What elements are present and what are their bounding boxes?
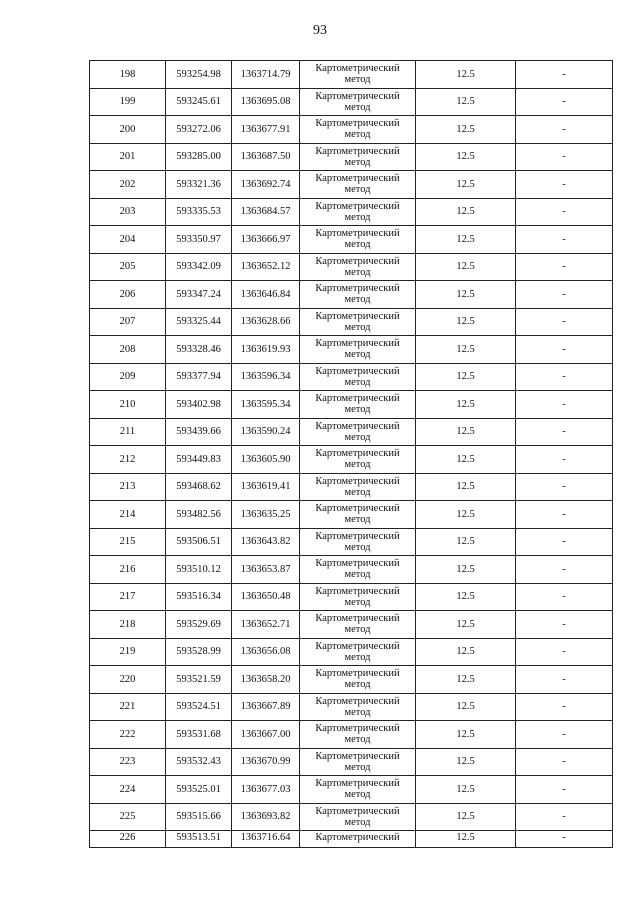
- page-number: 93: [313, 23, 327, 38]
- coordinates-table-body: [90, 61, 613, 848]
- point-number-cell: 201: [90, 143, 166, 171]
- point-number-cell: 212: [90, 446, 166, 474]
- y-coordinate-cell: 1363652.12: [232, 253, 300, 281]
- y-coordinate-cell: 1363619.93: [232, 336, 300, 364]
- x-coordinate-cell: 593482.56: [166, 501, 232, 529]
- x-coordinate-cell: 593515.66: [166, 803, 232, 831]
- y-coordinate-cell: 1363658.20: [232, 666, 300, 694]
- accuracy-cell: 12.5: [416, 831, 516, 848]
- accuracy-cell: 12.5: [416, 721, 516, 749]
- y-coordinate-cell: 1363714.79: [232, 61, 300, 89]
- accuracy-cell: 12.5: [416, 473, 516, 501]
- table-row: [90, 748, 613, 776]
- point-number-cell: 221: [90, 693, 166, 721]
- accuracy-cell: 12.5: [416, 611, 516, 639]
- method-line-2: метод: [344, 431, 371, 443]
- method-line-1: Картометрический: [315, 558, 400, 570]
- x-coordinate-cell: 593285.00: [166, 143, 232, 171]
- point-number-cell: 204: [90, 226, 166, 254]
- table-row: [90, 253, 613, 281]
- method-line-1: Картометрический: [315, 695, 400, 707]
- method-line-1: Картометрический: [315, 283, 400, 295]
- method-line-1: Картометрический: [315, 145, 400, 157]
- method-line-1: Картометрический: [315, 585, 400, 597]
- point-number-cell: 223: [90, 748, 166, 776]
- method-cell: [300, 418, 416, 446]
- method-line-1: Картометрический: [315, 173, 400, 185]
- method-line-1: Картометрический: [315, 530, 400, 542]
- y-coordinate-cell: 1363667.89: [232, 693, 300, 721]
- accuracy-cell: 12.5: [416, 446, 516, 474]
- y-coordinate-cell: 1363590.24: [232, 418, 300, 446]
- note-cell: -: [516, 88, 613, 116]
- x-coordinate-cell: 593525.01: [166, 776, 232, 804]
- table-row: [90, 721, 613, 749]
- method-line-2: метод: [344, 706, 371, 718]
- x-coordinate-cell: 593254.98: [166, 61, 232, 89]
- x-coordinate-cell: 593516.34: [166, 583, 232, 611]
- method-cell: [300, 88, 416, 116]
- point-number-cell: 218: [90, 611, 166, 639]
- note-cell: -: [516, 281, 613, 309]
- x-coordinate-cell: 593439.66: [166, 418, 232, 446]
- point-number-cell: 222: [90, 721, 166, 749]
- table-row: [90, 171, 613, 199]
- y-coordinate-cell: 1363656.08: [232, 638, 300, 666]
- note-cell: -: [516, 446, 613, 474]
- method-cell: [300, 253, 416, 281]
- table-row: [90, 528, 613, 556]
- method-cell: [300, 391, 416, 419]
- method-line-1: Картометрический: [315, 832, 400, 843]
- point-number-cell: 209: [90, 363, 166, 391]
- accuracy-cell: 12.5: [416, 776, 516, 804]
- accuracy-cell: 12.5: [416, 418, 516, 446]
- note-cell: -: [516, 611, 613, 639]
- note-cell: -: [516, 666, 613, 694]
- note-cell: -: [516, 171, 613, 199]
- point-number-cell: 203: [90, 198, 166, 226]
- y-coordinate-cell: 1363619.41: [232, 473, 300, 501]
- note-cell: -: [516, 308, 613, 336]
- x-coordinate-cell: 593449.83: [166, 446, 232, 474]
- method-line-2: метод: [344, 294, 371, 306]
- method-line-2: метод: [344, 761, 371, 773]
- x-coordinate-cell: 593335.53: [166, 198, 232, 226]
- x-coordinate-cell: 593468.62: [166, 473, 232, 501]
- method-line-1: Картометрический: [315, 200, 400, 212]
- y-coordinate-cell: 1363693.82: [232, 803, 300, 831]
- method-cell: [300, 666, 416, 694]
- point-number-cell: 200: [90, 116, 166, 144]
- accuracy-cell: 12.5: [416, 528, 516, 556]
- accuracy-cell: 12.5: [416, 226, 516, 254]
- point-number-cell: 202: [90, 171, 166, 199]
- y-coordinate-cell: 1363695.08: [232, 88, 300, 116]
- method-cell: [300, 226, 416, 254]
- table-row: [90, 198, 613, 226]
- method-line-2: метод: [344, 321, 371, 333]
- method-line-1: Картометрический: [315, 338, 400, 350]
- note-cell: -: [516, 638, 613, 666]
- table-row: [90, 611, 613, 639]
- point-number-cell: 211: [90, 418, 166, 446]
- point-number-cell: 214: [90, 501, 166, 529]
- method-line-1: Картометрический: [315, 63, 400, 75]
- method-line-2: метод: [344, 459, 371, 471]
- table-row: [90, 226, 613, 254]
- y-coordinate-cell: 1363646.84: [232, 281, 300, 309]
- x-coordinate-cell: 593531.68: [166, 721, 232, 749]
- method-line-2: метод: [344, 74, 371, 86]
- note-cell: -: [516, 473, 613, 501]
- accuracy-cell: 12.5: [416, 363, 516, 391]
- table-row: [90, 473, 613, 501]
- y-coordinate-cell: 1363652.71: [232, 611, 300, 639]
- accuracy-cell: 12.5: [416, 88, 516, 116]
- x-coordinate-cell: 593402.98: [166, 391, 232, 419]
- accuracy-cell: 12.5: [416, 171, 516, 199]
- note-cell: -: [516, 528, 613, 556]
- method-line-2: метод: [344, 651, 371, 663]
- table-row: [90, 583, 613, 611]
- method-cell: [300, 528, 416, 556]
- point-number-cell: 216: [90, 556, 166, 584]
- point-number-cell: 205: [90, 253, 166, 281]
- method-cell: [300, 583, 416, 611]
- method-line-2: метод: [344, 404, 371, 416]
- method-cell: [300, 308, 416, 336]
- note-cell: -: [516, 776, 613, 804]
- accuracy-cell: 12.5: [416, 281, 516, 309]
- table-row: [90, 556, 613, 584]
- x-coordinate-cell: 593347.24: [166, 281, 232, 309]
- y-coordinate-cell: 1363716.64: [232, 831, 300, 848]
- accuracy-cell: 12.5: [416, 666, 516, 694]
- x-coordinate-cell: 593506.51: [166, 528, 232, 556]
- table-row: [90, 391, 613, 419]
- x-coordinate-cell: 593321.36: [166, 171, 232, 199]
- method-line-2: метод: [344, 789, 371, 801]
- method-line-1: Картометрический: [315, 640, 400, 652]
- accuracy-cell: 12.5: [416, 748, 516, 776]
- note-cell: -: [516, 501, 613, 529]
- point-number-cell: 198: [90, 61, 166, 89]
- method-cell: [300, 721, 416, 749]
- accuracy-cell: 12.5: [416, 308, 516, 336]
- accuracy-cell: 12.5: [416, 583, 516, 611]
- table-row: [90, 116, 613, 144]
- table-row: [90, 418, 613, 446]
- point-number-cell: 220: [90, 666, 166, 694]
- note-cell: -: [516, 721, 613, 749]
- method-cell: [300, 61, 416, 89]
- method-line-2: метод: [344, 679, 371, 691]
- note-cell: -: [516, 143, 613, 171]
- method-cell: [300, 336, 416, 364]
- x-coordinate-cell: 593325.44: [166, 308, 232, 336]
- method-line-1: Картометрический: [315, 118, 400, 130]
- method-line-2: метод: [344, 816, 371, 828]
- y-coordinate-cell: 1363643.82: [232, 528, 300, 556]
- note-cell: -: [516, 226, 613, 254]
- method-cell: [300, 143, 416, 171]
- y-coordinate-cell: 1363596.34: [232, 363, 300, 391]
- y-coordinate-cell: 1363692.74: [232, 171, 300, 199]
- method-cell: [300, 638, 416, 666]
- note-cell: -: [516, 116, 613, 144]
- method-line-2: метод: [344, 129, 371, 141]
- table-row: [90, 831, 613, 848]
- table-row: [90, 363, 613, 391]
- method-line-1: Картометрический: [315, 365, 400, 377]
- x-coordinate-cell: 593350.97: [166, 226, 232, 254]
- note-cell: -: [516, 583, 613, 611]
- point-number-cell: 206: [90, 281, 166, 309]
- method-cell: [300, 776, 416, 804]
- y-coordinate-cell: 1363667.00: [232, 721, 300, 749]
- method-cell: [300, 501, 416, 529]
- method-line-1: Картометрический: [315, 613, 400, 625]
- method-line-2: метод: [344, 486, 371, 498]
- method-line-1: Картометрический: [315, 778, 400, 790]
- point-number-cell: 207: [90, 308, 166, 336]
- point-number-cell: 213: [90, 473, 166, 501]
- method-line-1: Картометрический: [315, 90, 400, 102]
- method-line-2: метод: [344, 184, 371, 196]
- x-coordinate-cell: 593328.46: [166, 336, 232, 364]
- accuracy-cell: 12.5: [416, 253, 516, 281]
- accuracy-cell: 12.5: [416, 143, 516, 171]
- method-line-2: метод: [344, 734, 371, 746]
- x-coordinate-cell: 593524.51: [166, 693, 232, 721]
- y-coordinate-cell: 1363628.66: [232, 308, 300, 336]
- method-line-1: Картометрический: [315, 805, 400, 817]
- note-cell: -: [516, 418, 613, 446]
- y-coordinate-cell: 1363677.03: [232, 776, 300, 804]
- method-cell: [300, 831, 416, 848]
- accuracy-cell: 12.5: [416, 556, 516, 584]
- method-line-2: метод: [344, 376, 371, 388]
- table-row: [90, 638, 613, 666]
- method-line-2: метод: [344, 624, 371, 636]
- method-line-2: метод: [344, 156, 371, 168]
- note-cell: -: [516, 198, 613, 226]
- table-row: [90, 501, 613, 529]
- method-cell: [300, 446, 416, 474]
- note-cell: -: [516, 748, 613, 776]
- x-coordinate-cell: 593272.06: [166, 116, 232, 144]
- table-row: [90, 693, 613, 721]
- y-coordinate-cell: 1363677.91: [232, 116, 300, 144]
- table-row: [90, 776, 613, 804]
- x-coordinate-cell: 593521.59: [166, 666, 232, 694]
- table-row: [90, 143, 613, 171]
- table-row: [90, 88, 613, 116]
- method-cell: [300, 116, 416, 144]
- method-line-1: Картометрический: [315, 750, 400, 762]
- accuracy-cell: 12.5: [416, 501, 516, 529]
- note-cell: -: [516, 803, 613, 831]
- point-number-cell: 210: [90, 391, 166, 419]
- note-cell: -: [516, 363, 613, 391]
- method-line-1: Картометрический: [315, 310, 400, 322]
- table-row: [90, 803, 613, 831]
- accuracy-cell: 12.5: [416, 803, 516, 831]
- method-line-1: Картометрический: [315, 448, 400, 460]
- table-row: [90, 446, 613, 474]
- method-line-1: Картометрический: [315, 503, 400, 515]
- y-coordinate-cell: 1363653.87: [232, 556, 300, 584]
- point-number-cell: 199: [90, 88, 166, 116]
- note-cell: -: [516, 556, 613, 584]
- method-line-1: Картометрический: [315, 228, 400, 240]
- method-cell: [300, 171, 416, 199]
- table-row: [90, 666, 613, 694]
- method-cell: [300, 363, 416, 391]
- table-row: [90, 336, 613, 364]
- method-cell: [300, 198, 416, 226]
- x-coordinate-cell: 593342.09: [166, 253, 232, 281]
- table-row: [90, 308, 613, 336]
- y-coordinate-cell: 1363687.50: [232, 143, 300, 171]
- method-cell: [300, 556, 416, 584]
- accuracy-cell: 12.5: [416, 198, 516, 226]
- method-line-1: Картометрический: [315, 475, 400, 487]
- table-row: [90, 281, 613, 309]
- x-coordinate-cell: 593513.51: [166, 831, 232, 848]
- method-line-1: Картометрический: [315, 668, 400, 680]
- method-line-2: метод: [344, 541, 371, 553]
- note-cell: -: [516, 336, 613, 364]
- method-line-2: метод: [344, 266, 371, 278]
- method-cell: [300, 281, 416, 309]
- point-number-cell: 226: [90, 831, 166, 848]
- accuracy-cell: 12.5: [416, 61, 516, 89]
- y-coordinate-cell: 1363666.97: [232, 226, 300, 254]
- accuracy-cell: 12.5: [416, 638, 516, 666]
- method-cell: [300, 473, 416, 501]
- y-coordinate-cell: 1363670.99: [232, 748, 300, 776]
- x-coordinate-cell: 593377.94: [166, 363, 232, 391]
- point-number-cell: 215: [90, 528, 166, 556]
- note-cell: -: [516, 831, 613, 848]
- method-line-2: метод: [344, 349, 371, 361]
- accuracy-cell: 12.5: [416, 336, 516, 364]
- method-cell: [300, 693, 416, 721]
- y-coordinate-cell: 1363635.25: [232, 501, 300, 529]
- y-coordinate-cell: 1363650.48: [232, 583, 300, 611]
- point-number-cell: 225: [90, 803, 166, 831]
- coordinates-table: [89, 60, 613, 848]
- accuracy-cell: 12.5: [416, 391, 516, 419]
- x-coordinate-cell: 593532.43: [166, 748, 232, 776]
- method-line-2: метод: [344, 514, 371, 526]
- method-cell: [300, 748, 416, 776]
- note-cell: -: [516, 391, 613, 419]
- method-line-2: метод: [344, 239, 371, 251]
- method-line-2: метод: [344, 569, 371, 581]
- method-line-1: Картометрический: [315, 255, 400, 267]
- y-coordinate-cell: 1363595.34: [232, 391, 300, 419]
- x-coordinate-cell: 593528.99: [166, 638, 232, 666]
- method-cell: [300, 803, 416, 831]
- point-number-cell: 219: [90, 638, 166, 666]
- method-line-1: Картометрический: [315, 393, 400, 405]
- note-cell: -: [516, 253, 613, 281]
- point-number-cell: 217: [90, 583, 166, 611]
- table-row: [90, 61, 613, 89]
- y-coordinate-cell: 1363684.57: [232, 198, 300, 226]
- note-cell: -: [516, 693, 613, 721]
- method-line-2: метод: [344, 211, 371, 223]
- note-cell: -: [516, 61, 613, 89]
- method-line-2: метод: [344, 101, 371, 113]
- x-coordinate-cell: 593510.12: [166, 556, 232, 584]
- method-line-2: метод: [344, 596, 371, 608]
- point-number-cell: 224: [90, 776, 166, 804]
- x-coordinate-cell: 593245.61: [166, 88, 232, 116]
- y-coordinate-cell: 1363605.90: [232, 446, 300, 474]
- accuracy-cell: 12.5: [416, 116, 516, 144]
- x-coordinate-cell: 593529.69: [166, 611, 232, 639]
- method-line-1: Картометрический: [315, 723, 400, 735]
- method-line-1: Картометрический: [315, 420, 400, 432]
- method-cell: [300, 611, 416, 639]
- accuracy-cell: 12.5: [416, 693, 516, 721]
- point-number-cell: 208: [90, 336, 166, 364]
